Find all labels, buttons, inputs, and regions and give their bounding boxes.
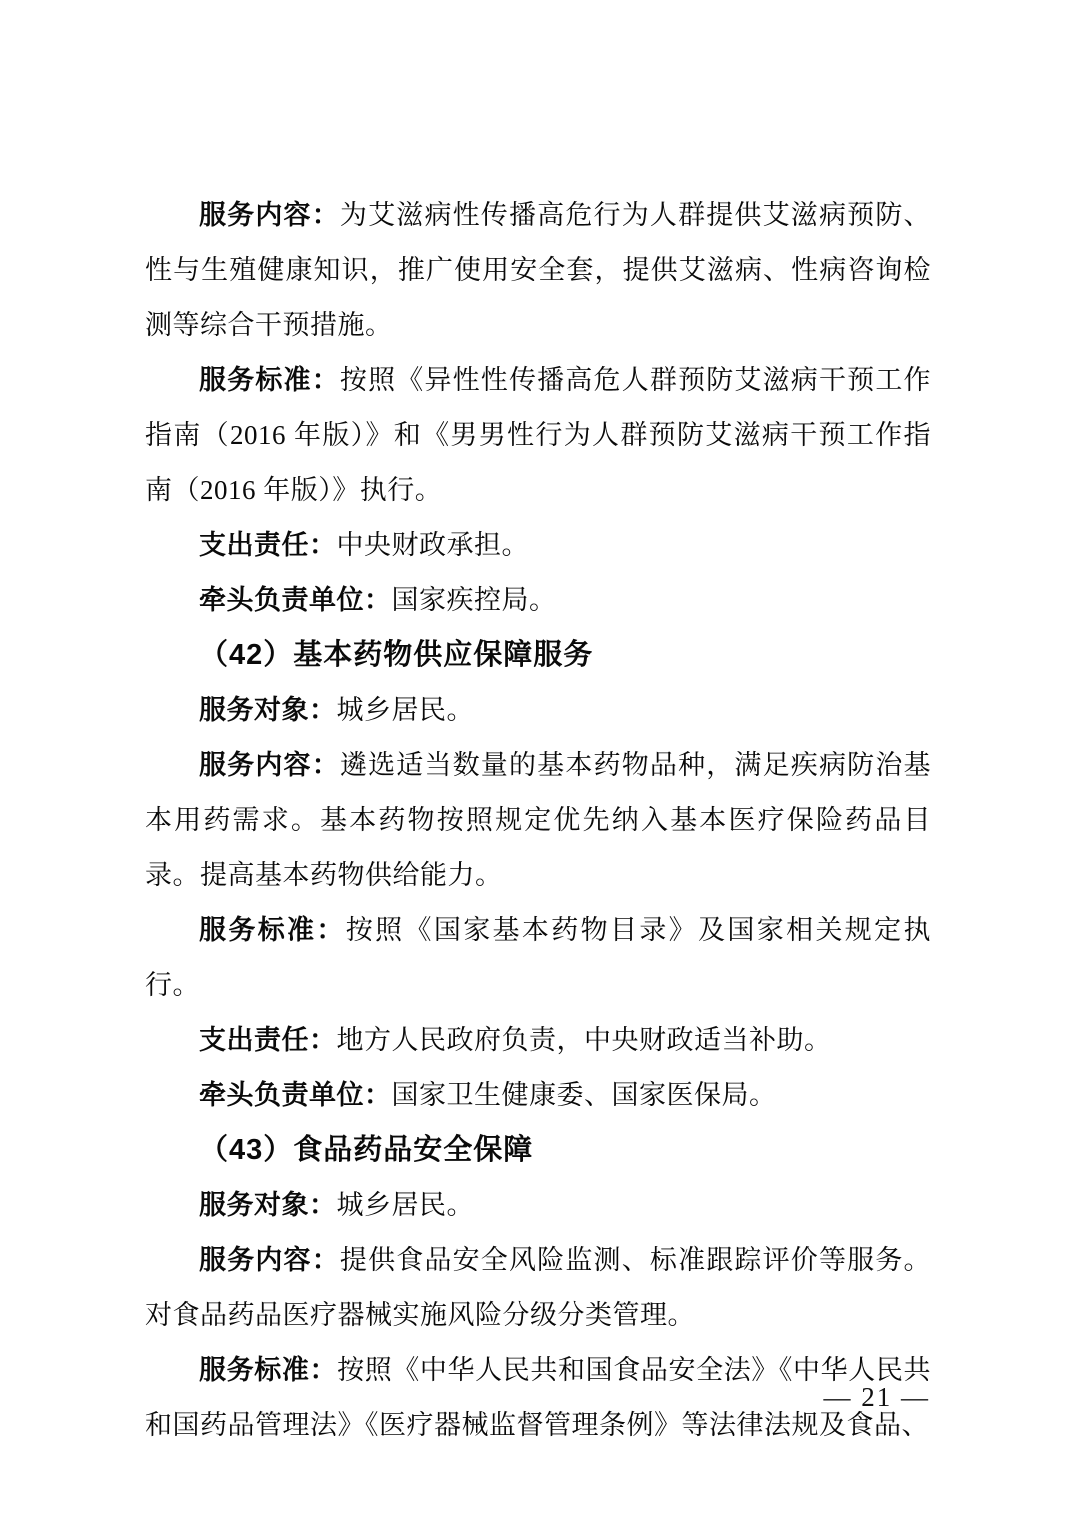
paragraph-text: 按照《国家基本药物目录》及国家相关规定执行。: [145, 915, 932, 1000]
paragraph: [145, 1343, 931, 1453]
paragraph-label: 服务标准：: [199, 365, 340, 395]
paragraph-label: 服务内容：: [199, 200, 340, 230]
paragraph-label: 服务对象：: [199, 695, 337, 725]
paragraph-label: 服务内容：: [199, 750, 340, 780]
paragraph-label: 牵头负责单位：: [199, 1080, 392, 1110]
paragraph-text: 地方人民政府负责，中央财政适当补助。: [336, 1025, 832, 1055]
paragraph: [145, 518, 931, 573]
paragraph: [145, 1233, 931, 1343]
paragraph: [145, 353, 931, 518]
paragraph-label: 支出责任：: [199, 530, 337, 560]
paragraph: [145, 573, 931, 628]
paragraph-text: 遴选适当数量的基本药物品种，满足疾病防治基本用药需求。基本药物按照规定优先纳入基本医疗保险药品目录。提高基本药物供给能力。: [145, 750, 932, 890]
paragraph: [145, 683, 931, 738]
paragraph-label: 服务标准：: [199, 1355, 338, 1385]
paragraph-text: 按照《异性性传播高危人群预防艾滋病干预工作指南（2016 年版）》和《男男性行为人群预防艾滋病干预工作指南（2016 年版）》执行。: [145, 365, 932, 505]
paragraph-text: 城乡居民。: [336, 695, 474, 725]
paragraph-label: 服务标准：: [199, 915, 346, 945]
paragraph: [145, 903, 931, 1013]
paragraph: [145, 1178, 931, 1233]
paragraph: [145, 188, 931, 353]
paragraph-label: 服务对象：: [199, 1190, 337, 1220]
paragraph: [145, 1068, 931, 1123]
paragraph-text: 中央财政承担。: [336, 530, 529, 560]
paragraph: [145, 738, 931, 903]
paragraph-text: 城乡居民。: [336, 1190, 474, 1220]
paragraph-text: 按照《中华人民共和国食品安全法》《中华人民共和国药品管理法》《医疗器械监督管理条例》等法律法规及食品、: [145, 1355, 932, 1440]
paragraph-label: 服务内容：: [199, 1245, 340, 1275]
paragraph-text: 提供食品安全风险监测、标准跟踪评价等服务。对食品药品医疗器械实施风险分级分类管理。: [145, 1245, 932, 1330]
page-number-footer: — 21 —: [823, 1382, 930, 1412]
document-content: [145, 188, 931, 1453]
section-heading: （42）基本药物供应保障服务: [199, 639, 594, 671]
paragraph-text: 国家疾控局。: [391, 585, 557, 615]
paragraph-label: 牵头负责单位：: [199, 585, 392, 615]
section-heading: （43）食品药品安全保障: [199, 1134, 534, 1166]
paragraph-label: 支出责任：: [199, 1025, 337, 1055]
paragraph: [145, 1013, 931, 1068]
paragraph-text: 国家卫生健康委、国家医保局。: [391, 1080, 777, 1110]
paragraph-text: 为艾滋病性传播高危行为人群提供艾滋病预防、性与生殖健康知识，推广使用安全套，提供艾滋病、性病咨询检测等综合干预措施。: [145, 200, 932, 340]
